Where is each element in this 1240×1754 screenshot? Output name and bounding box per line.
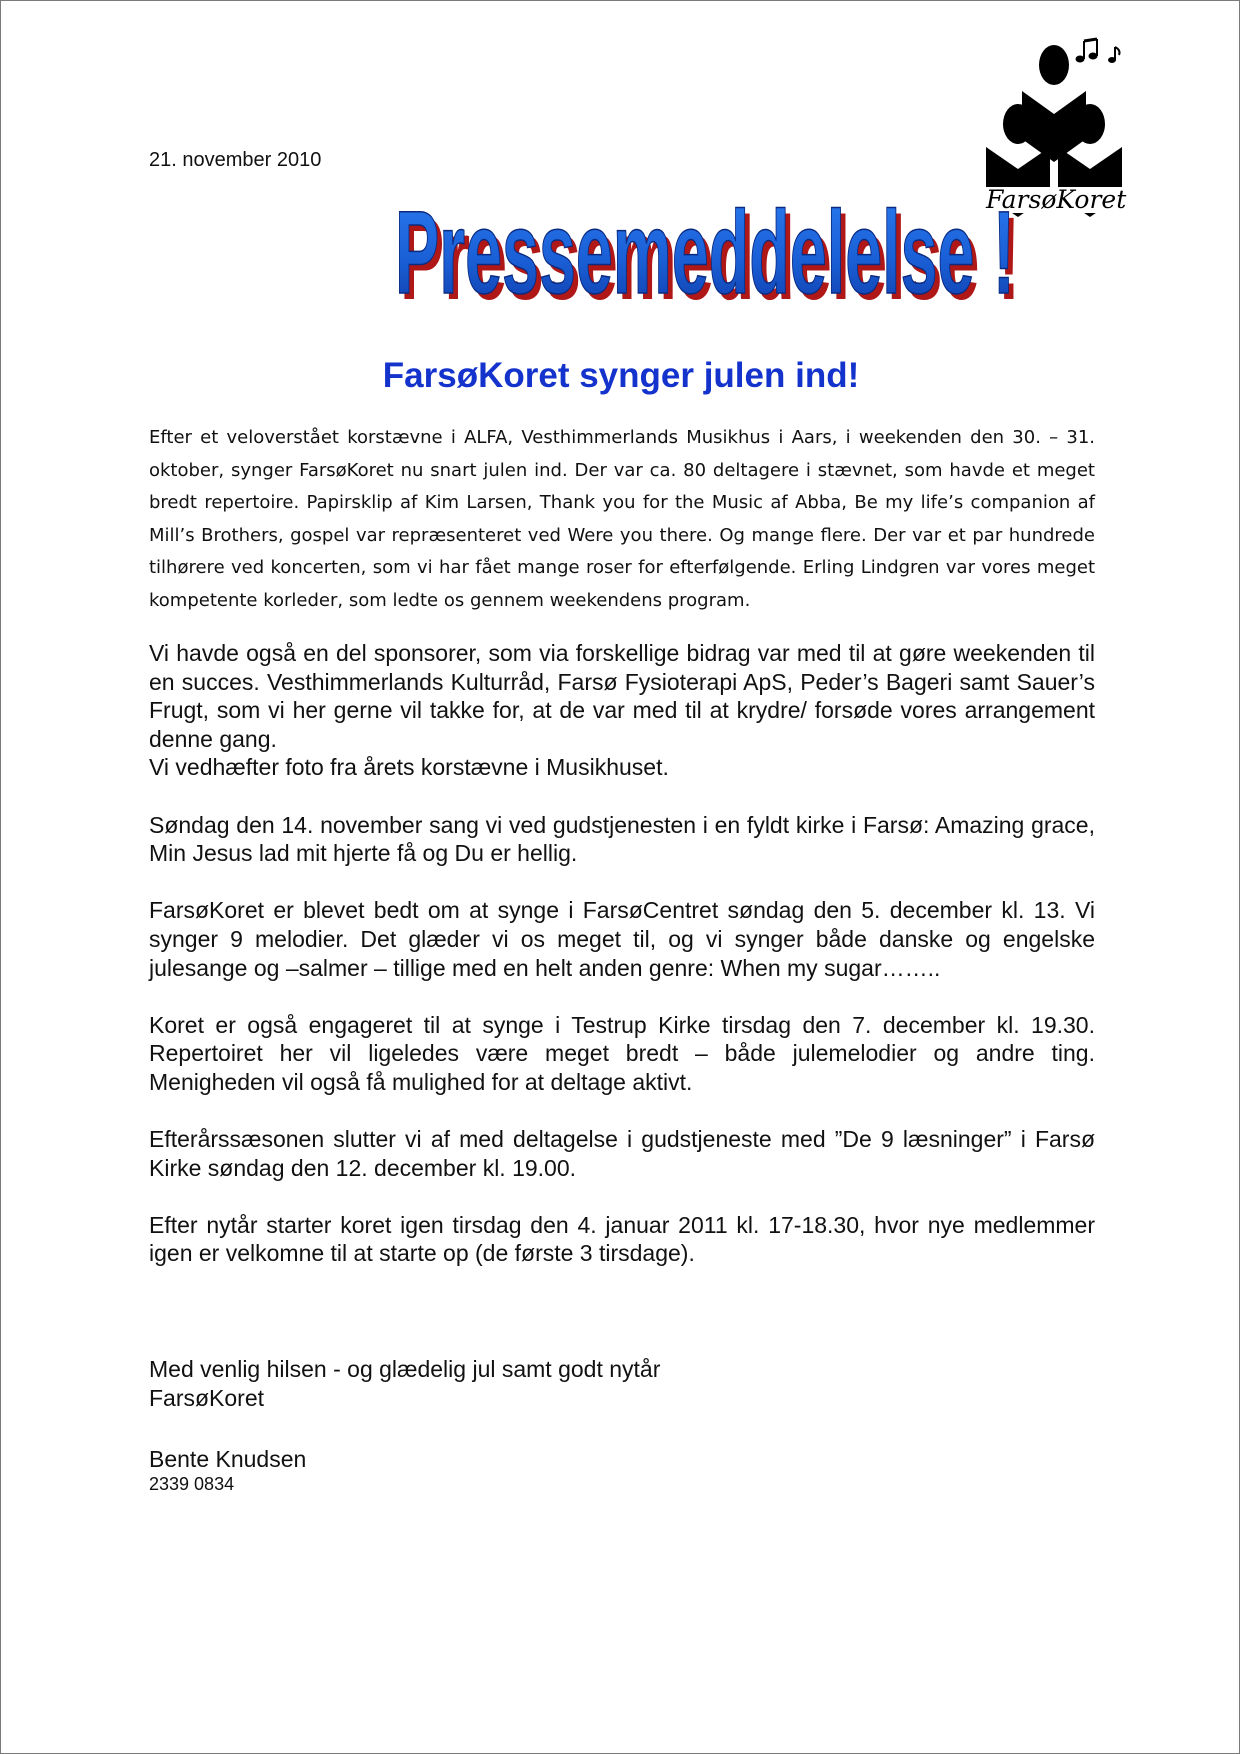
headline: FarsøKoret synger julen ind! — [382, 356, 860, 395]
paragraph-autumn-season: Efterårssæsonen slutter vi af med deltagelse i gudstjeneste med ”De 9 læsninger” i Farsø Kirke søndag den 12. december kl. 19.00. — [149, 1126, 1095, 1181]
closing-greeting: Med venlig hilsen - og glædelig jul samt godt nytår — [149, 1356, 661, 1382]
choir-logo-text: FarsøKoret — [986, 185, 1127, 214]
press-release-banner — [393, 191, 1033, 321]
intro-paragraph: Efter et veloverstået korstævne i ALFA, Vesthimmerlands Musikhus i Aars, i weekenden den 30. – 31. oktober, synger FarsøKoret nu snart julen ind. Der var ca. 80 deltagere i stævnet, som havde et meget bredt repertoire. Papirsklip af Kim Larsen, Thank you for the Music af Abba, Be my life’s companion af Mill’s Brothers, gospel var repræsenteret ved Were you there. Og mange flere. Der var et par hundrede tilhørere ved koncerten, som vi har fået mange roser for efterfølgende. Erling Lindgren var vores meget kompetente korleder, som ledte os gennem weekendens program. — [149, 427, 1095, 611]
paragraph-sponsors-text: Vi havde også en del sponsorer, som via forskellige bidrag var med til at gøre weekenden til en succes. Vesthimmerlands Kulturråd, Farsø Fysioterapi ApS, Peder’s Bageri samt Sauer’s Frugt, som vi her gerne vil takke for, at de var med til at krydre/ forsøde vores arrangement denne gang. — [149, 640, 1095, 752]
closing-organization: FarsøKoret — [149, 1384, 265, 1411]
signer-name: Bente Knudsen — [149, 1446, 307, 1472]
paragraph-testrup-kirke: Koret er også engageret til at synge i Testrup Kirke tirsdag den 7. december kl. 19.30. Repertoiret her vil ligeledes være meget bredt – både julemelodier og andre ting. Menigheden vil også få mulighed for at deltage aktivt. — [149, 1011, 1095, 1095]
banner-shadow: Pressemeddelelse ! — [400, 193, 1020, 321]
banner-title: Pressemeddelelse ! — [395, 191, 1015, 319]
paragraph-photo-note: Vi vedhæfter foto fra årets korstævne i Musikhuset. — [149, 754, 669, 781]
banner-wordart — [393, 191, 1033, 321]
paragraph-new-year: Efter nytår starter koret igen tirsdag den 4. januar 2011 kl. 17-18.30, hvor nye medlemmer igen er velkomne til at starte op (de første 3 tirsdage). — [149, 1211, 1095, 1267]
music-notes-icon — [1076, 39, 1120, 63]
signer-phone: 2339 0834 — [149, 1474, 235, 1494]
paragraph-sunday-service: Søndag den 14. november sang vi ved gudstjenesten i en fyldt kirke i Farsø: Amazing grace, Min Jesus lad mit hjerte få og Du er hellig. — [149, 811, 1095, 867]
closing-block — [149, 1355, 1095, 1412]
choir-logo — [976, 19, 1156, 219]
document-date: 21. november 2010 — [149, 149, 322, 171]
body-text — [149, 639, 1095, 1297]
paragraph-sponsors — [149, 639, 1095, 753]
paragraph-farsoe-centret: FarsøKoret er blevet bedt om at synge i FarsøCentret søndag den 5. december kl. 13. Vi synger 9 melodier. Det glæder vi os meget til, og vi synger både danske og engelske julesange og –salmer – tillige med en helt anden genre: When my sugar…….. — [149, 897, 1095, 981]
